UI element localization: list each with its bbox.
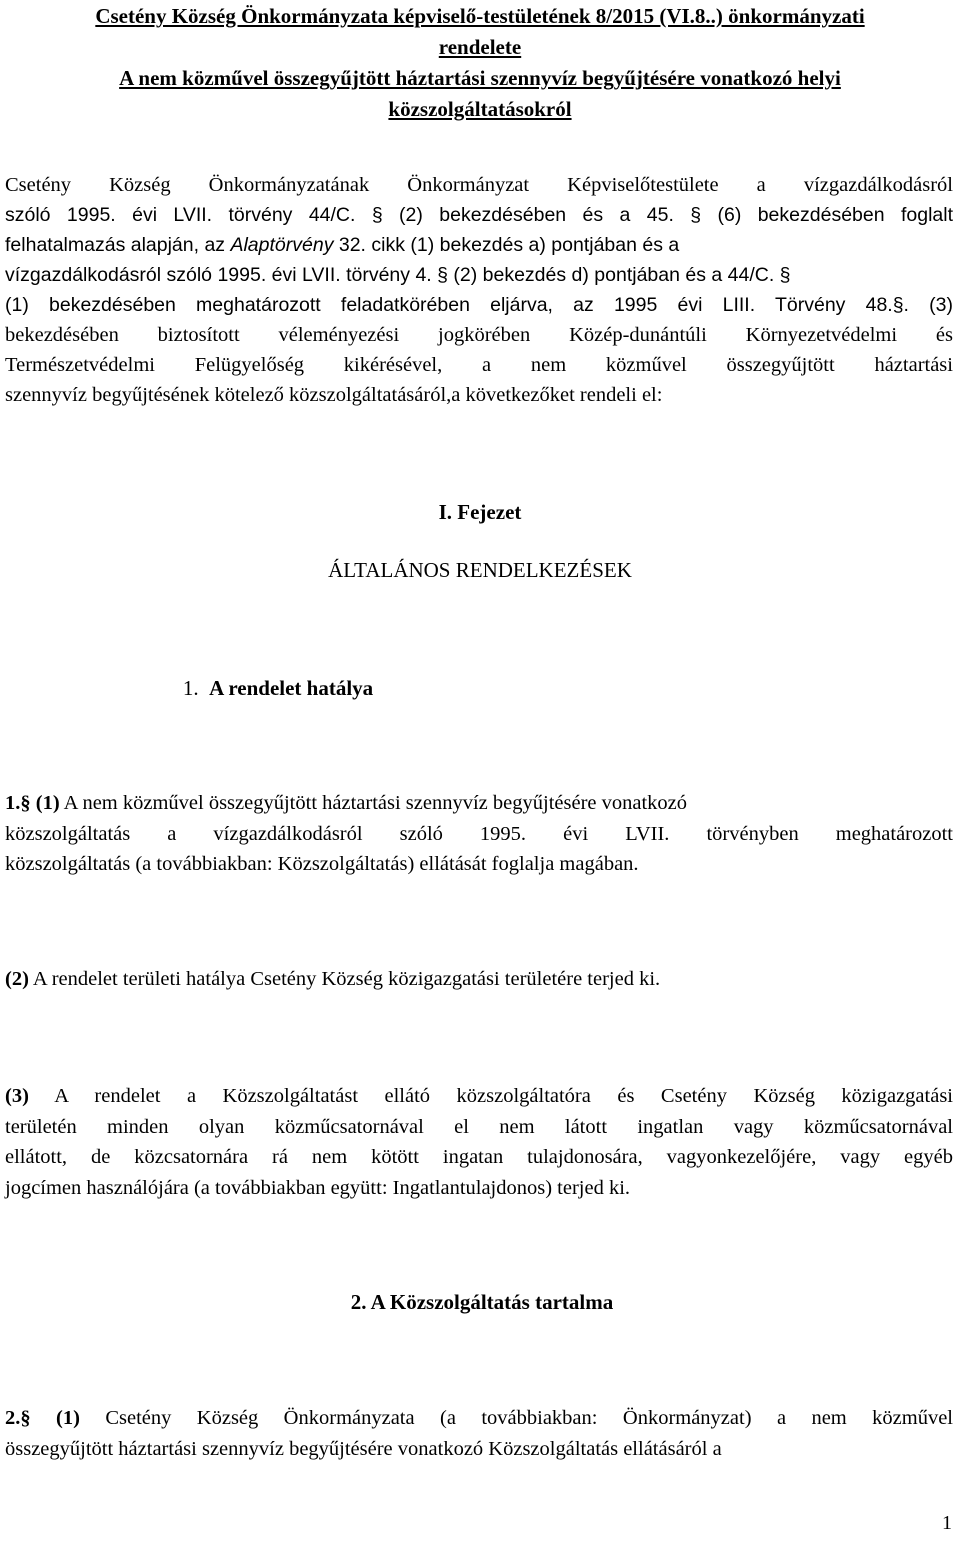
paragraph-text: A rendelet területi hatálya Csetény Község közigazgatási területére terjed ki. xyxy=(28,968,661,990)
paragraph-1-3 xyxy=(5,1081,953,1203)
paragraph-text: A rendelet a Közszolgáltatást ellátó közszolgáltatóra és Csetény Község közigazgatási xyxy=(28,1085,953,1107)
paragraph-1-1 xyxy=(5,788,953,880)
chapter-name: ÁLTALÁNOS RENDELKEZÉSEK xyxy=(328,558,632,582)
section-heading-number: 1. xyxy=(182,676,199,700)
paragraph-line xyxy=(5,1081,953,1112)
title-line: rendelete xyxy=(438,35,522,59)
paragraph-number: 1.§ (1) xyxy=(5,792,60,814)
preamble-italic-text: Alaptörvény xyxy=(230,234,334,256)
preamble-line: Csetény Község Önkormányzatának Önkormányzat Képviselőtestülete a vízgazdálkodásról xyxy=(5,174,953,196)
paragraph-number: (3) xyxy=(5,1085,29,1107)
preamble-text: felhatalmazás alapján, az xyxy=(5,234,231,256)
paragraph-line: jogcímen használójára (a továbbiakban együtt: Ingatlantulajdonos) terjed ki. xyxy=(5,1176,631,1199)
paragraph-number: 2.§ (1) xyxy=(5,1407,80,1429)
paragraph-2-1 xyxy=(5,1403,953,1464)
paragraph-line: közszolgáltatás (a továbbiakban: Közszolgáltatás) ellátását foglalja magában. xyxy=(5,853,639,875)
paragraph-line: összegyűjtött háztartási szennyvíz begyűjtésére vonatkozó Közszolgáltatás ellátásáról a xyxy=(5,1437,722,1460)
preamble-line: Természetvédelmi Felügyelőség kikérésével, a nem közművel összegyűjtött háztartási xyxy=(5,354,953,376)
preamble xyxy=(5,170,953,410)
preamble-line: bekezdésében biztosított véleményezési jogkörében Közép-dunántúli Környezetvédelmi és xyxy=(5,324,953,346)
document-title xyxy=(0,0,960,125)
paragraph-text: Csetény Község Önkormányzata (a továbbiakban: Önkormányzat) a nem közművel xyxy=(79,1407,953,1429)
paragraph-line xyxy=(5,964,953,995)
preamble-line: szóló 1995. évi LVII. törvény 44/C. § (2) bekezdésében és a 45. § (6) bekezdésében foglalt xyxy=(5,204,953,226)
preamble-line: vízgazdálkodásról szóló 1995. évi LVII. törvény 4. § (2) bekezdés d) pontjában és a 44/C. § xyxy=(5,264,791,286)
paragraph-line: területén minden olyan közműcsatornával el nem látott ingatlan vagy közműcsatornával xyxy=(5,1115,953,1138)
section-heading xyxy=(0,673,758,703)
section-2-heading: 2. A Közszolgáltatás tartalma xyxy=(350,1290,614,1314)
section-heading-text: A rendelet hatálya xyxy=(209,676,374,700)
title-line: A nem közművel összegyűjtött háztartási szennyvíz begyűjtésére vonatkozó helyi xyxy=(119,66,841,90)
preamble-text: 32. cikk (1) bekezdés a) pontjában és a xyxy=(333,234,680,256)
paragraph-line xyxy=(5,788,953,819)
title-line: közszolgáltatásokról xyxy=(388,97,572,121)
preamble-line xyxy=(5,230,953,260)
title-line: Csetény Község Önkormányzata képviselő-testületének 8/2015 (VI.8..) önkormányzati xyxy=(95,4,865,28)
preamble-line: szennyvíz begyűjtésének kötelező közszolgáltatásáról,a következőket rendeli el: xyxy=(5,384,663,406)
paragraph-line: ellátott, de közcsatornára rá nem kötött ingatan tulajdonosára, vagyonkezelőjére, vagy egyéb xyxy=(5,1146,953,1168)
preamble-line: (1) bekezdésében meghatározott feladatkörében eljárva, az 1995 évi LIII. Törvény 48.§. (3) xyxy=(5,294,953,316)
paragraph-1-2 xyxy=(5,964,953,995)
paragraph-line: közszolgáltatás a vízgazdálkodásról szóló 1995. évi LVII. törvényben meghatározott xyxy=(5,822,953,845)
paragraph-text: A nem közművel összegyűjtött háztartási szennyvíz begyűjtésére vonatkozó xyxy=(59,792,688,814)
page-number: 1 xyxy=(942,1512,952,1534)
paragraph-line xyxy=(5,1403,953,1434)
chapter-number: I. Fejezet xyxy=(438,500,522,524)
paragraph-number: (2) xyxy=(5,968,29,990)
